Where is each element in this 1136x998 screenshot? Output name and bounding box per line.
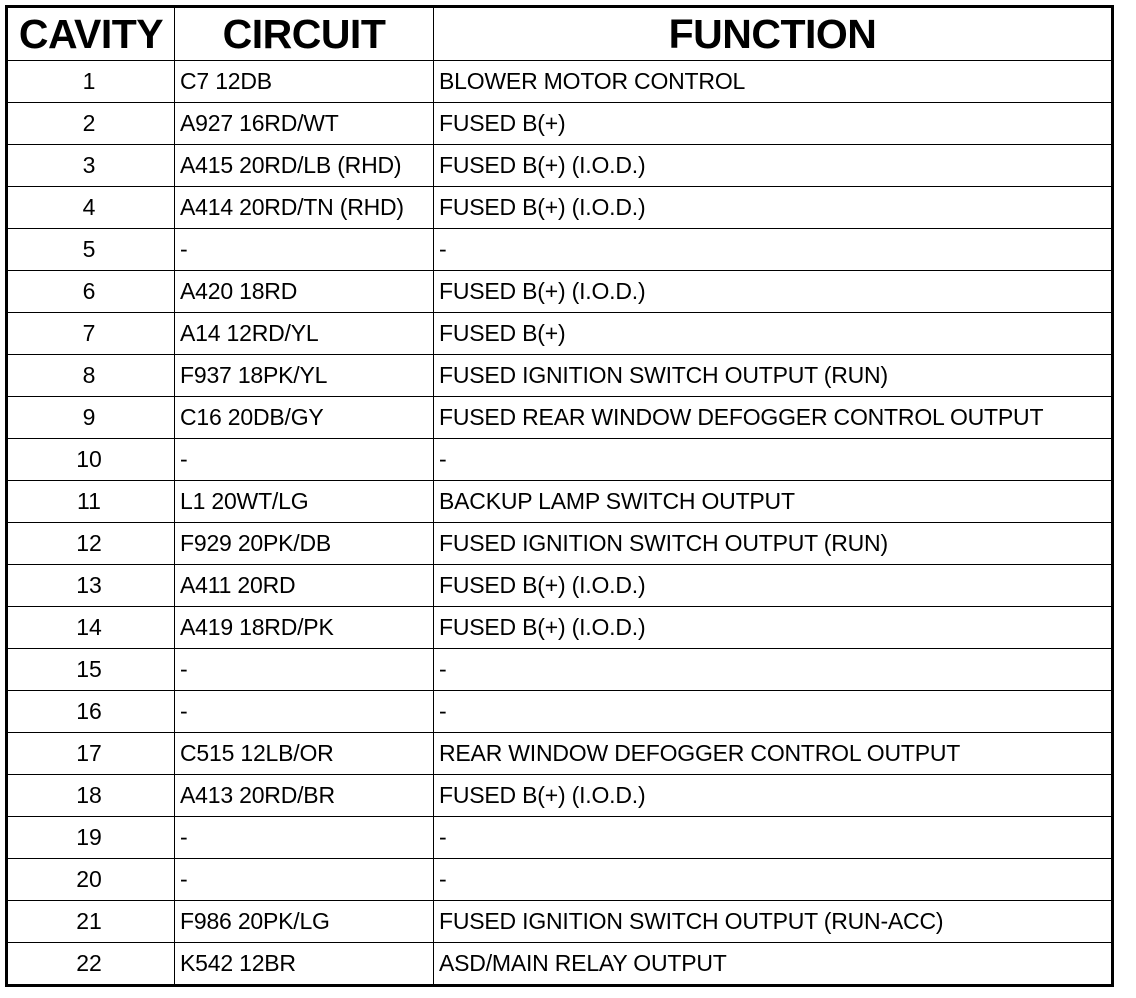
cavity-number: 15 [76, 656, 102, 682]
cavity-number: 21 [76, 908, 102, 934]
cell-circuit: - [175, 229, 434, 271]
cavity-number: 5 [82, 236, 96, 262]
cavity-number: 2 [82, 110, 96, 136]
header-row [7, 7, 1113, 61]
table-row [7, 943, 1113, 986]
cell-cavity [7, 859, 175, 901]
cell-function: FUSED B(+) (I.O.D.) [434, 271, 1113, 313]
cell-cavity [7, 271, 175, 313]
table-row [7, 859, 1113, 901]
cell-cavity [7, 775, 175, 817]
cell-function: FUSED REAR WINDOW DEFOGGER CONTROL OUTPUT [434, 397, 1113, 439]
table-row [7, 355, 1113, 397]
cavity-number: 12 [76, 530, 102, 556]
cell-cavity [7, 733, 175, 775]
cell-function: - [434, 439, 1113, 481]
table-row [7, 901, 1113, 943]
cavity-number: 13 [76, 572, 102, 598]
table-row [7, 523, 1113, 565]
cell-circuit: - [175, 859, 434, 901]
cell-function: - [434, 229, 1113, 271]
cell-cavity [7, 481, 175, 523]
cell-circuit: - [175, 439, 434, 481]
cavity-number: 10 [76, 446, 102, 472]
cell-function: - [434, 649, 1113, 691]
cell-circuit: - [175, 649, 434, 691]
table-row [7, 817, 1113, 859]
cavity-number: 3 [82, 152, 96, 178]
cell-function: - [434, 859, 1113, 901]
cell-cavity [7, 313, 175, 355]
cell-cavity [7, 523, 175, 565]
cavity-number: 14 [76, 614, 102, 640]
cell-cavity [7, 943, 175, 986]
cavity-number: 4 [82, 194, 96, 220]
cell-function: BLOWER MOTOR CONTROL [434, 61, 1113, 103]
table-row [7, 775, 1113, 817]
cavity-number: 20 [76, 866, 102, 892]
cell-circuit: A415 20RD/LB (RHD) [175, 145, 434, 187]
cell-function: FUSED IGNITION SWITCH OUTPUT (RUN) [434, 355, 1113, 397]
cell-function: - [434, 691, 1113, 733]
header-cavity: CAVITY [7, 7, 175, 61]
cell-cavity [7, 439, 175, 481]
cell-function: FUSED IGNITION SWITCH OUTPUT (RUN-ACC) [434, 901, 1113, 943]
cell-cavity [7, 649, 175, 691]
cell-function: - [434, 817, 1113, 859]
cell-function: FUSED IGNITION SWITCH OUTPUT (RUN) [434, 523, 1113, 565]
cavity-number: 11 [77, 488, 101, 514]
header-circuit: CIRCUIT [175, 7, 434, 61]
table-header [7, 7, 1113, 61]
cavity-number: 18 [76, 782, 102, 808]
cell-circuit: L1 20WT/LG [175, 481, 434, 523]
cell-circuit: A927 16RD/WT [175, 103, 434, 145]
cavity-number: 1 [82, 68, 96, 94]
cell-cavity [7, 691, 175, 733]
cell-function: REAR WINDOW DEFOGGER CONTROL OUTPUT [434, 733, 1113, 775]
cavity-circuit-table [5, 5, 1114, 987]
cell-function: FUSED B(+) [434, 103, 1113, 145]
cell-circuit: A414 20RD/TN (RHD) [175, 187, 434, 229]
header-function: FUNCTION [434, 7, 1113, 61]
table-row [7, 187, 1113, 229]
cell-circuit: F937 18PK/YL [175, 355, 434, 397]
table-row [7, 145, 1113, 187]
cell-circuit: - [175, 817, 434, 859]
cell-circuit: C515 12LB/OR [175, 733, 434, 775]
cell-circuit: A411 20RD [175, 565, 434, 607]
cell-function: FUSED B(+) (I.O.D.) [434, 607, 1113, 649]
cell-circuit: A419 18RD/PK [175, 607, 434, 649]
cavity-number: 7 [82, 320, 96, 346]
cavity-number: 19 [76, 824, 102, 850]
cell-function: FUSED B(+) (I.O.D.) [434, 145, 1113, 187]
cell-function: FUSED B(+) (I.O.D.) [434, 187, 1113, 229]
cell-circuit: C16 20DB/GY [175, 397, 434, 439]
cell-cavity [7, 397, 175, 439]
table-row [7, 271, 1113, 313]
table-row [7, 565, 1113, 607]
cell-cavity [7, 901, 175, 943]
cavity-number: 8 [82, 362, 96, 388]
table-row [7, 607, 1113, 649]
table-row [7, 439, 1113, 481]
table-row [7, 229, 1113, 271]
cell-circuit: - [175, 691, 434, 733]
cell-function: FUSED B(+) (I.O.D.) [434, 775, 1113, 817]
table-row [7, 481, 1113, 523]
cavity-number: 6 [82, 278, 96, 304]
cavity-number: 16 [76, 698, 102, 724]
cavity-number: 22 [76, 950, 102, 976]
cell-cavity [7, 145, 175, 187]
cell-circuit: C7 12DB [175, 61, 434, 103]
cell-circuit: A420 18RD [175, 271, 434, 313]
cell-cavity [7, 229, 175, 271]
table-row [7, 733, 1113, 775]
cell-function: FUSED B(+) [434, 313, 1113, 355]
cell-cavity [7, 817, 175, 859]
cell-function: ASD/MAIN RELAY OUTPUT [434, 943, 1113, 986]
cell-cavity [7, 187, 175, 229]
cavity-number: 17 [76, 740, 102, 766]
cell-function: FUSED B(+) (I.O.D.) [434, 565, 1113, 607]
cell-circuit: K542 12BR [175, 943, 434, 986]
cell-cavity [7, 565, 175, 607]
table-row [7, 61, 1113, 103]
cell-cavity [7, 61, 175, 103]
cell-function: BACKUP LAMP SWITCH OUTPUT [434, 481, 1113, 523]
cell-circuit: A14 12RD/YL [175, 313, 434, 355]
cell-circuit: A413 20RD/BR [175, 775, 434, 817]
cavity-number: 9 [82, 404, 96, 430]
table-row [7, 649, 1113, 691]
table-row [7, 691, 1113, 733]
table-row [7, 313, 1113, 355]
cell-cavity [7, 607, 175, 649]
cell-circuit: F929 20PK/DB [175, 523, 434, 565]
table-row [7, 103, 1113, 145]
cell-circuit: F986 20PK/LG [175, 901, 434, 943]
table-body [7, 61, 1113, 986]
cell-cavity [7, 355, 175, 397]
cell-cavity [7, 103, 175, 145]
table-row [7, 397, 1113, 439]
